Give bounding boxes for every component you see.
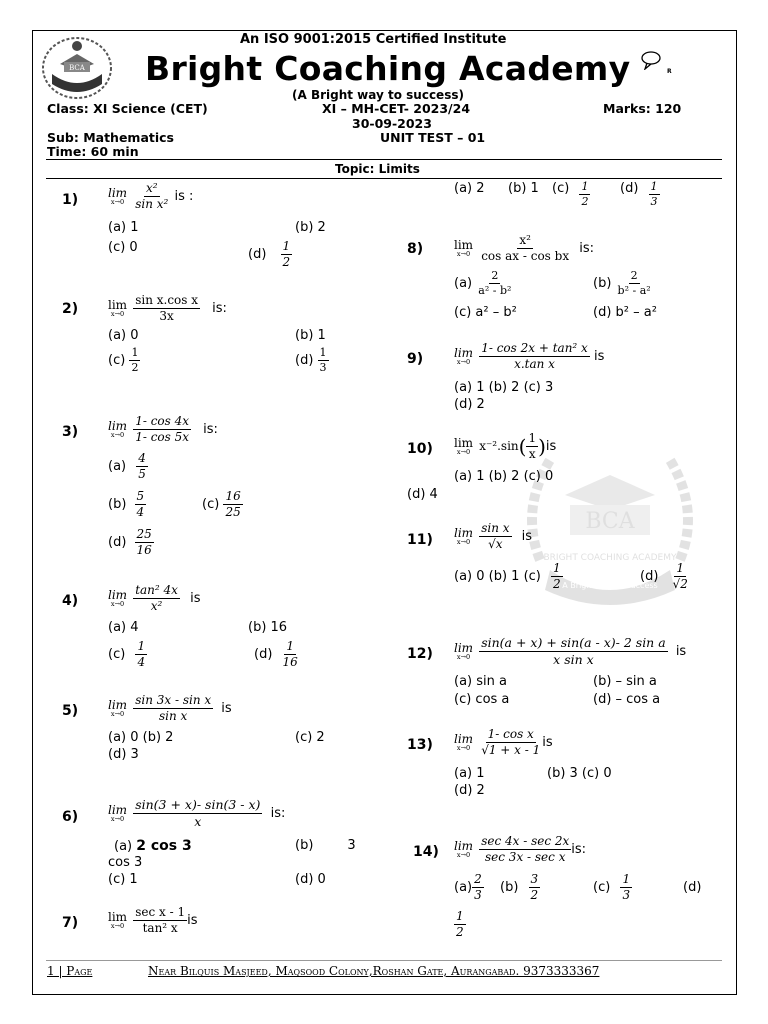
option-c[interactable]: (c) $\frac{1}{3}$ [593, 872, 631, 903]
exam-date: 30-09-2023 [352, 116, 432, 131]
registered-mark: R [667, 68, 672, 75]
option-d[interactable]: (d) $\frac{1}{2}$ [248, 239, 291, 270]
subject-label: Sub: Mathematics [47, 130, 174, 145]
marks-label: Marks: 120 [603, 101, 682, 116]
option-a-b[interactable]: (a) 0 (b) 2 [108, 730, 174, 745]
question-5-expression: lim x→0 $\frac{\text{sin 3x - sin x}}{\text{sin x}}$ is [108, 693, 232, 724]
academy-name: Bright Coaching Academy [145, 49, 631, 88]
logo-text: BCA [69, 64, 85, 72]
option-b[interactable]: (b) $\frac{5}{4}$ [108, 489, 145, 520]
question-number: 5) [62, 703, 79, 719]
option-c[interactable]: (c) $\frac{1}{2}$ [108, 346, 139, 375]
question-number: 2) [62, 301, 79, 317]
option-b-c[interactable]: (b) 3 (c) 0 [547, 766, 612, 781]
option-a[interactable]: (a) sin a [454, 674, 507, 689]
option-a-b-c[interactable]: (a) 1 (b) 2 (c) 3 [454, 380, 554, 395]
option-b[interactable]: (b) 1 [508, 181, 539, 196]
question-9-expression: lim x→0 $\frac{\text{1- cos 2x + tan² x}}{\text{x.tan x}}$ is [454, 341, 605, 372]
option-d[interactable]: (d) b² – a² [593, 305, 657, 320]
option-c[interactable]: (c) 0 [108, 240, 138, 255]
question-number: 3) [62, 424, 79, 440]
question-12-expression: lim x→0 $\frac{\text{sin(a + x) + sin(a - x)- 2 sin a}}{\text{x sin x}}$ is [454, 635, 687, 667]
question-number: 7) [62, 915, 79, 931]
option-b[interactable]: (b) 1 [295, 328, 326, 343]
option-d-value: $\frac{1}{2}$ [456, 909, 464, 940]
option-d[interactable]: (d) 2 [454, 783, 485, 798]
option-d[interactable]: (d) 0 [295, 872, 326, 887]
iso-certification: An ISO 9001:2015 Certified Institute [240, 32, 507, 47]
option-b[interactable]: (b) $\frac{2}{\text{b² - a²}}$ [593, 269, 651, 298]
option-c[interactable]: (c) $\frac{1}{4}$ [108, 639, 146, 670]
question-10-expression: lim x→0 x⁻².sin( $\frac{1}{x}$ )is [454, 431, 557, 462]
option-c[interactable]: (c) cos a [454, 692, 510, 707]
option-c[interactable]: (c) a² – b² [454, 305, 517, 320]
speech-bubble-icon [640, 50, 662, 70]
option-a[interactable]: (a) $\frac{2}{\text{a² - b²}}$ [454, 269, 512, 298]
unit-test-label: UNIT TEST – 01 [380, 130, 486, 145]
question-3-expression: lim x→0 $\frac{1- \cos 4x}{1- \cos 5x}$ is: [108, 414, 218, 445]
option-c[interactable]: (c) 1 [108, 872, 138, 887]
question-number: 4) [62, 593, 79, 609]
page-number: 1 | Page [47, 964, 93, 978]
option-b[interactable]: (b) $\frac{3}{2}$ [500, 872, 539, 903]
option-b[interactable]: (b) 3 [295, 838, 356, 853]
option-d[interactable]: (d) [683, 880, 702, 895]
option-a[interactable]: (a) 1 [108, 220, 139, 235]
option-a[interactable]: (a) $\frac{2}{3}$ [454, 872, 482, 903]
question-number: 13) [407, 737, 433, 753]
footer-rule [46, 960, 722, 961]
header-rule-top [46, 159, 722, 160]
option-d[interactable]: (d) 2 [454, 397, 485, 412]
time-label: Time: 60 min [47, 144, 139, 159]
question-number: 11) [407, 532, 433, 548]
question-4-expression: lim x→0 $\frac{\text{tan² 4x}}{\text{x²}}$ is [108, 583, 201, 614]
question-13-expression: lim x→0 $\frac{\text{1- cos x}}{√1 + x - 1}$ is [454, 727, 553, 758]
question-2-expression: lim x→0 $\frac{\text{sin x.cos x}}{3x}$ is: [108, 293, 227, 324]
question-14-expression: lim x→0 $\frac{\sec 4x - \sec 2x}{\text{sec 3x - sec x}}$ is: [454, 834, 587, 865]
option-a[interactable]: (a) 0 [108, 328, 139, 343]
option-c[interactable]: (c) 2 [295, 730, 325, 745]
question-number: 14) [413, 844, 439, 860]
option-b[interactable]: (b) – sin a [593, 674, 657, 689]
option-d[interactable]: (d) $\frac{1}{√2}$ [640, 561, 688, 592]
header-rule-bottom [46, 178, 722, 179]
option-b-continued: cos 3 [108, 855, 143, 870]
option-b[interactable]: (b) 2 [295, 220, 326, 235]
question-number: 12) [407, 646, 433, 662]
watermark-motto: A Bright way to success [562, 581, 658, 590]
academy-logo [38, 34, 116, 104]
option-a-b-c[interactable]: (a) 0 (b) 1 (c) $\frac{1}{2}$ [454, 561, 561, 592]
question-number: 10) [407, 441, 433, 457]
class-label: Class: XI Science (CET) [47, 101, 208, 116]
question-7-expression: lim x→0 $\frac{\text{sec x - 1}}{\text{tan² x}}$ is [108, 905, 198, 936]
option-d[interactable]: (d) $\frac{1}{3}$ [295, 346, 327, 375]
option-d[interactable]: (d) 4 [407, 487, 438, 502]
question-6-expression: lim x→0 $\frac{\sin(3 + x)- \sin(3 - x)}{x}$ is: [108, 797, 286, 829]
tagline: (A Bright way to success) [292, 88, 464, 102]
question-number: 6) [62, 809, 79, 825]
option-d[interactable]: (d) $\frac{1}{16}$ [254, 639, 298, 670]
topic-label: Topic: Limits [335, 162, 420, 176]
watermark-text: BCA [585, 509, 635, 534]
option-a[interactable]: (a) 2 cos 3 [114, 838, 192, 854]
footer-address: Near Bilquis Masjeed, Maqsood Colony,Roshan Gate, Aurangabad. 9373333367 [148, 964, 600, 978]
option-a-b-c[interactable]: (a) 1 (b) 2 (c) 0 [454, 469, 554, 484]
question-11-expression: lim x→0 $\frac{\text{sin x}}{√x}$ is [454, 521, 533, 552]
question-8-expression: lim x→0 $\frac{\text{x²}}{\text{cos ax - cos bx}}$ is: [454, 233, 594, 264]
option-d[interactable]: (d) – cos a [593, 692, 661, 707]
option-c[interactable]: (c) $\frac{16}{25}$ [202, 489, 241, 520]
question-number: 9) [407, 351, 424, 367]
option-a[interactable]: (a) 2 [454, 181, 485, 196]
option-d[interactable]: (d) $\frac{1}{3}$ [620, 180, 658, 209]
option-d[interactable]: (d) 3 [108, 747, 139, 762]
watermark-arc-text: BRIGHT COACHING ACADEMY [543, 553, 677, 563]
option-a[interactable]: (a) 4 [108, 620, 139, 635]
option-a[interactable]: (a) 1 [454, 766, 485, 781]
question-number: 1) [62, 192, 79, 208]
option-d[interactable]: (d) $\frac{25}{16}$ [108, 527, 152, 558]
option-a[interactable]: (a) $\frac{4}{5}$ [108, 451, 146, 482]
exam-label: XI – MH-CET- 2023/24 [322, 101, 471, 116]
option-b[interactable]: (b) 16 [248, 620, 288, 635]
option-c[interactable]: (c) $\frac{1}{2}$ [552, 180, 589, 209]
question-1-expression: lim x→0 $\frac{\text{x²}}{\text{sin x²}}$ is : [108, 181, 194, 212]
question-number: 8) [407, 241, 424, 257]
